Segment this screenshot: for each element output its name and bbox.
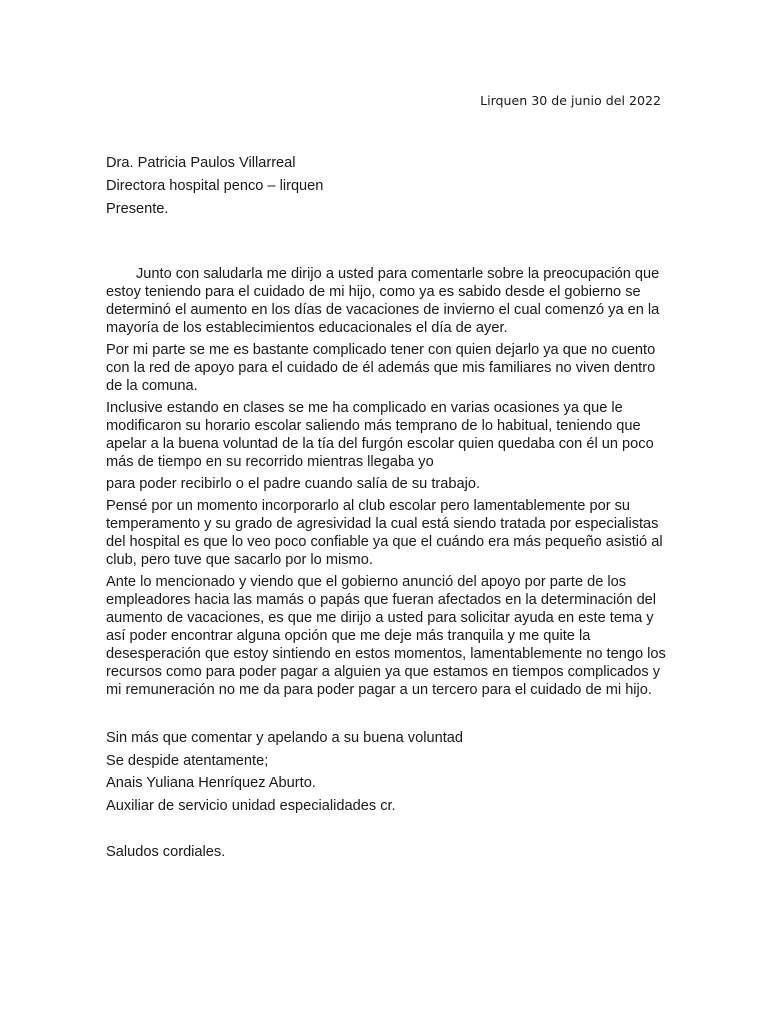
body-paragraph: Ante lo mencionado y viendo que el gobierno anunció del apoyo por parte de los empleadores hacia las mamás o papás que fueran afectados en la determinación del aumento de vacaciones, es que me dirijo a usted para solicitar ayuda en este tema y así poder encontrar alguna opción que me deje más tranquila y me quite la desesperación que estoy sintiendo en estos momentos, lamentablemente no tengo los recursos como para poder pagar a alguien ya que estamos en tiempos complicados y mi remuneración no me da para poder pagar a un tercero para el cuidado de mi hijo.	[106, 574, 666, 698]
recipient-block	[106, 152, 666, 221]
body-paragraph: Inclusive estando en clases se me ha complicado en varias ocasiones ya que le modificaron su horario escolar saliendo más temprano de lo habitual, teniendo que apelar a la buena voluntad de la tía del furgón escolar quien quedaba con él un poco más de tiempo en su recorrido mientras llegaba yo	[106, 400, 654, 470]
recipient-name: Dra. Patricia Paulos Villarreal	[106, 155, 296, 171]
recipient-salutation: Presente.	[106, 201, 169, 217]
letter-body	[106, 265, 666, 703]
body-paragraph: Por mi parte se me es bastante complicado tener con quien dejarlo ya que no cuento con la red de apoyo para el cuidado de él además que mis familiares no viven dentro de la comuna.	[106, 342, 656, 394]
closing-line: Se despide atentamente;	[106, 752, 269, 769]
date-line: Lirquen 30 de junio del 2022	[480, 93, 661, 108]
signer-name: Anais Yuliana Henríquez Aburto.	[106, 775, 316, 792]
signer-position: Auxiliar de servicio unidad especialidades cr.	[106, 797, 396, 814]
closing-block	[106, 727, 666, 817]
body-paragraph: Junto con saludarla me dirijo a usted para comentarle sobre la preocupación que estoy teniendo para el cuidado de mi hijo, como ya es sabido desde el gobierno se determinó el aumento en los días de vacaciones de invierno el cual comenzó ya en la mayoría de los establecimientos educacionales el día de ayer.	[106, 266, 660, 336]
farewell-line: Saludos cordiales.	[106, 844, 226, 860]
body-paragraph: Pensé por un momento incorporarlo al club escolar pero lamentablemente por su temperamento y su grado de agresividad la cual está siendo tratada por especialistas del hospital es que lo veo poco confiable ya que el cuándo era más pequeño asistió al club, pero tuve que sacarlo por lo mismo.	[106, 498, 663, 568]
recipient-position: Directora hospital penco – lirquen	[106, 178, 324, 194]
body-paragraph: para poder recibirlo o el padre cuando salía de su trabajo.	[106, 476, 481, 492]
closing-line: Sin más que comentar y apelando a su buena voluntad	[106, 730, 463, 746]
